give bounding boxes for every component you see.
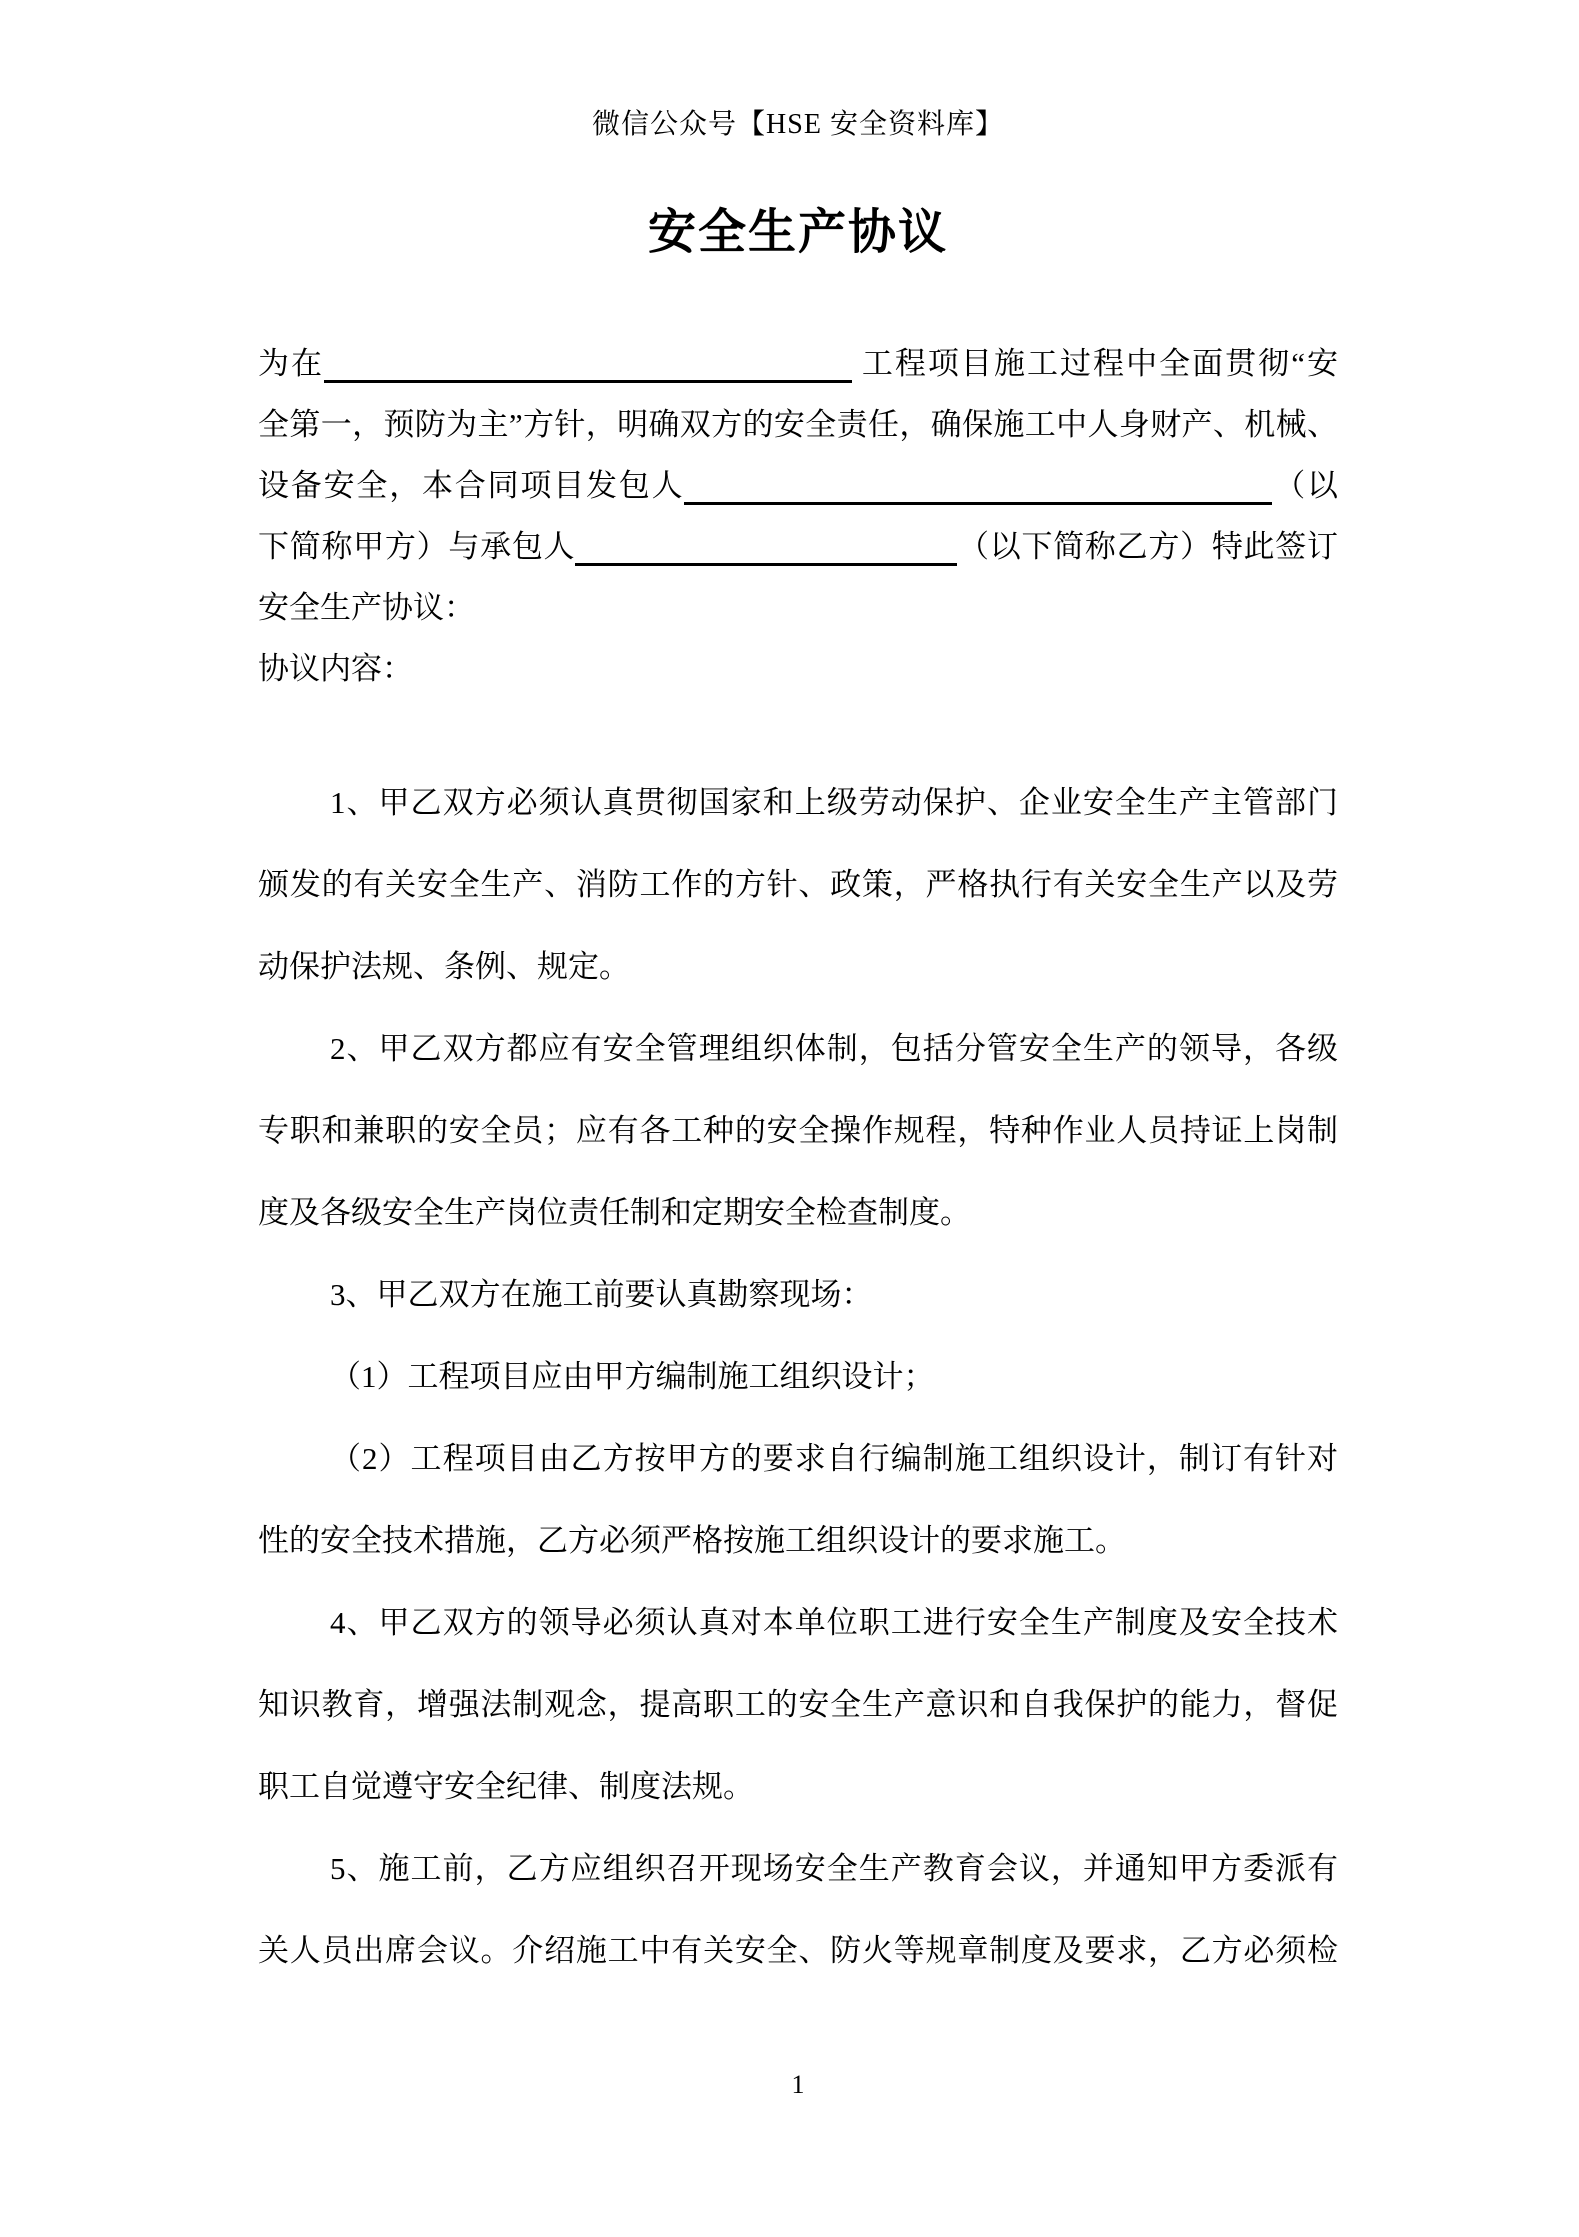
clause-line: 专职和兼职的安全员；应有各工种的安全操作规程，特种作业人员持证上岗制	[258, 1113, 1338, 1148]
blank-project-name	[324, 349, 852, 383]
intro-line3-post: （以	[1272, 468, 1339, 503]
intro-line3-pre: 设备安全，本合同项目发包人	[258, 468, 685, 503]
page-number: 1	[791, 2070, 805, 2099]
clause-line: 颁发的有关安全生产、消防工作的方针、政策，严格执行有关安全生产以及劳	[258, 867, 1338, 902]
clause-line: 性的安全技术措施，乙方必须严格按施工组织设计的要求施工。	[258, 1523, 1126, 1558]
page-title: 安全生产协议	[647, 206, 948, 259]
clause-line: 1、甲乙双方必须认真贯彻国家和上级劳动保护、企业安全生产主管部门	[330, 785, 1338, 820]
intro-line-6: 协议内容：	[258, 651, 413, 686]
clause-line: （1）工程项目应由甲方编制施工组织设计；	[330, 1359, 935, 1394]
clause-line: 2、甲乙双方都应有安全管理组织体制，包括分管安全生产的领导，各级	[330, 1031, 1338, 1066]
clause-line: 关人员出席会议。介绍施工中有关安全、防火等规章制度及要求，乙方必须检	[258, 1933, 1338, 1968]
page-header: 微信公众号【HSE 安全资料库】	[592, 109, 1004, 140]
intro-line1-pre: 为在	[258, 346, 325, 381]
clause-line: 4、甲乙双方的领导必须认真对本单位职工进行安全生产制度及安全技术	[330, 1605, 1338, 1640]
intro-line1-post: 工程项目施工过程中全面贯彻“安	[852, 346, 1338, 381]
intro-paragraph	[258, 333, 1338, 699]
clause-line: 动保护法规、条例、规定。	[258, 949, 630, 984]
clause-line: 3、甲乙双方在施工前要认真勘察现场：	[330, 1277, 873, 1312]
clauses	[258, 762, 1338, 1992]
intro-line-1	[258, 333, 1338, 394]
clause-line: 度及各级安全生产岗位责任制和定期安全检查制度。	[258, 1195, 971, 1230]
intro-line4-pre: 下简称甲方）与承包人	[258, 529, 576, 564]
intro-line4-post: （以下简称乙方）特此签订	[957, 529, 1339, 564]
clause-line: 职工自觉遵守安全纪律、制度法规。	[258, 1769, 754, 1804]
intro-line-5: 安全生产协议：	[258, 590, 475, 625]
clause-line: 知识教育，增强法制观念，提高职工的安全生产意识和自我保护的能力，督促	[258, 1687, 1338, 1722]
clause-line: 5、施工前，乙方应组织召开现场安全生产教育会议，并通知甲方委派有	[330, 1851, 1338, 1886]
document-content	[258, 0, 1338, 2105]
intro-line-2: 全第一，预防为主”方针，明确双方的安全责任，确保施工中人身财产、机械、	[258, 407, 1338, 442]
intro-line-4	[258, 516, 1338, 577]
blank-contractor-name	[575, 532, 957, 566]
intro-line-3	[258, 455, 1338, 516]
blank-employer-name	[684, 471, 1272, 505]
clause-line: （2）工程项目由乙方按甲方的要求自行编制施工组织设计，制订有针对	[330, 1441, 1338, 1476]
